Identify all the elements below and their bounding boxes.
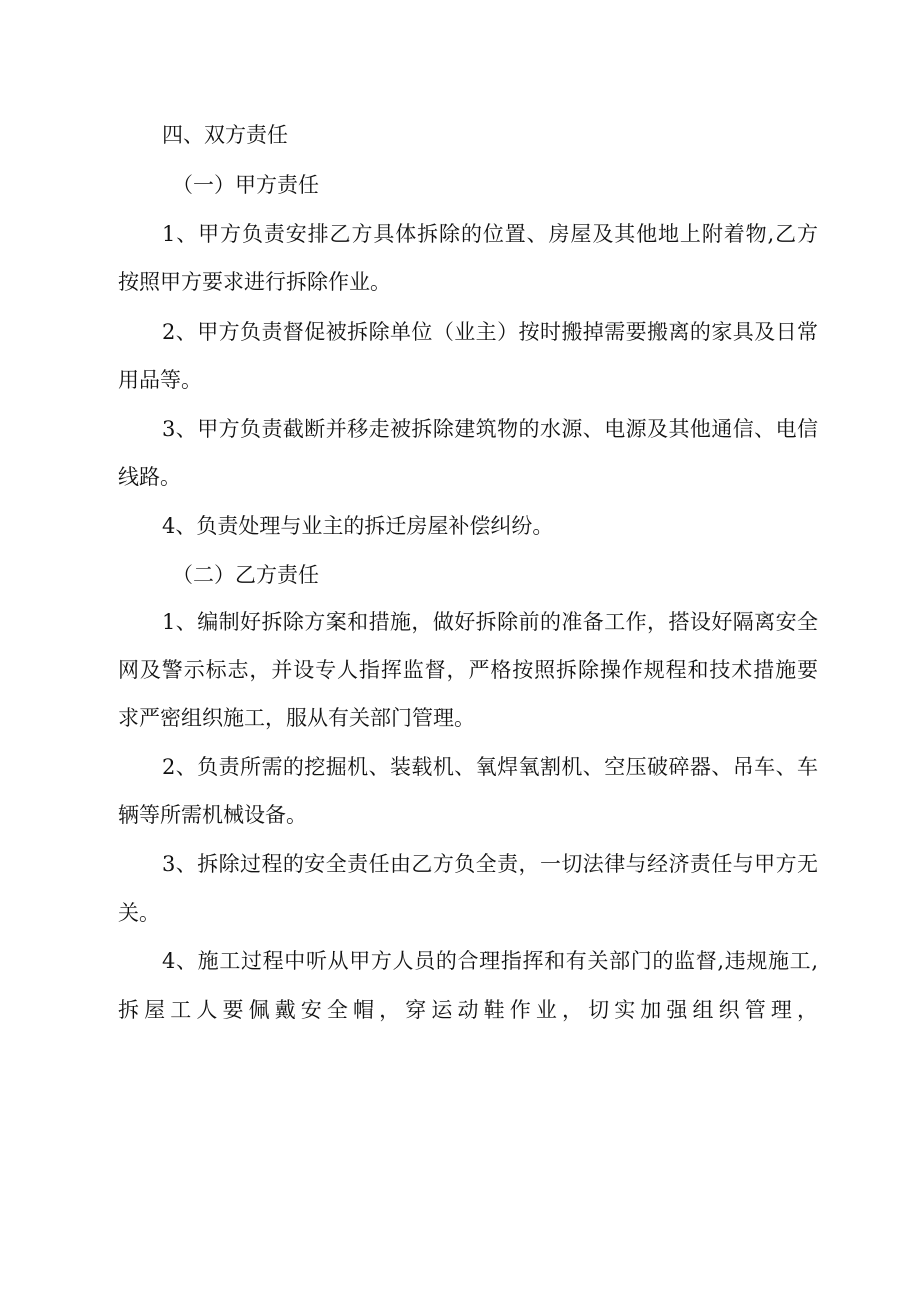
paragraph-line: 4、施工过程中听从甲方人员的合理指挥和有关部门的监督,违规施工,: [162, 949, 818, 973]
paragraph-line: 拆屋工人要佩戴安全帽，穿运动鞋作业，切实加强组织管理，: [118, 998, 818, 1022]
paragraph-line: 求严密组织施工，服从有关部门管理。: [118, 706, 475, 730]
paragraph-line: 辆等所需机械设备。: [118, 803, 307, 827]
party-a-heading: （一）甲方责任: [172, 173, 319, 197]
paragraph-line: 4、负责处理与业主的拆迁房屋补偿纠纷。: [162, 514, 554, 538]
paragraph-line: 1、甲方负责安排乙方具体拆除的位置、房屋及其他地上附着物,乙方: [162, 222, 818, 246]
paragraph-line: 2、负责所需的挖掘机、装载机、氧焊氧割机、空压破碎器、吊车、车: [162, 755, 818, 779]
paragraph-line: 3、拆除过程的安全责任由乙方负全责，一切法律与经济责任与甲方无: [162, 852, 818, 876]
paragraph-line: 2、甲方负责督促被拆除单位（业主）按时搬掉需要搬离的家具及日常: [162, 320, 818, 344]
section-title: 四、双方责任: [162, 123, 288, 147]
paragraph-line: 关。: [118, 901, 160, 925]
paragraph-line: 用品等。: [118, 368, 202, 392]
paragraph-line: 线路。: [118, 465, 181, 489]
paragraph-line: 1、编制好拆除方案和措施，做好拆除前的准备工作，搭设好隔离安全: [162, 610, 818, 634]
party-b-heading: （二）乙方责任: [172, 563, 319, 587]
paragraph-line: 3、甲方负责截断并移走被拆除建筑物的水源、电源及其他通信、电信: [162, 417, 818, 441]
paragraph-line: 按照甲方要求进行拆除作业。: [118, 270, 391, 294]
paragraph-line: 网及警示标志，并设专人指挥监督，严格按照拆除操作规程和技术措施要: [118, 658, 818, 682]
